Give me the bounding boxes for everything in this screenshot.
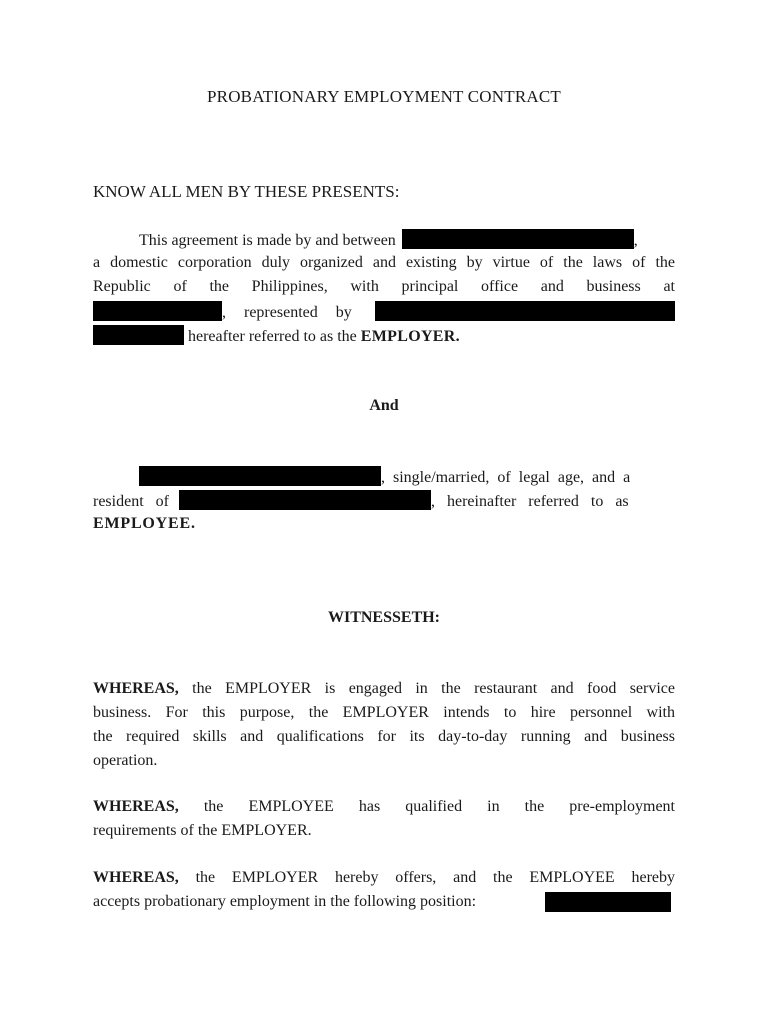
whereas3-line2-text: accepts probationary employment in the following position: xyxy=(93,893,477,910)
para2-line2 xyxy=(93,490,675,512)
redaction-representative xyxy=(375,301,675,321)
whereas2-line1-text: the EMPLOYEE has qualified in the pre-employment xyxy=(178,798,675,815)
para2-line1 xyxy=(139,466,675,488)
redaction-employee-address xyxy=(179,490,431,510)
para2-line2-text: resident of xyxy=(93,493,169,510)
whereas1-line2: business. For this purpose, the EMPLOYER intends to hire personnel with xyxy=(93,704,675,721)
whereas1-line1-text: the EMPLOYER is engaged in the restaurant and food service xyxy=(178,680,675,697)
para1-line1-comma: , xyxy=(633,232,638,249)
employee-label: EMPLOYEE. xyxy=(93,515,196,532)
whereas1-line4: operation. xyxy=(93,752,158,769)
witnesseth-heading: WITNESSETH: xyxy=(327,609,441,626)
para1-line1-text: This agreement is made by and between xyxy=(139,232,396,249)
redaction-office-address xyxy=(93,301,222,321)
para1-line1 xyxy=(139,229,675,251)
whereas2-line1 xyxy=(93,797,675,817)
opening-heading: KNOW ALL MEN BY THESE PRESENTS: xyxy=(93,182,400,201)
document-title: PROBATIONARY EMPLOYMENT CONTRACT xyxy=(207,87,561,106)
whereas3-bold: WHEREAS, xyxy=(93,869,179,886)
para1-line4 xyxy=(93,301,675,323)
para1-line5 xyxy=(93,325,675,347)
redaction-representative-title xyxy=(93,325,184,345)
whereas3-line1-text: the EMPLOYER hereby offers, and the EMPLOYEE hereby xyxy=(178,869,675,886)
whereas1-line3: the required skills and qualifications for its day-to-day running and business xyxy=(93,728,675,745)
redaction-employee-name xyxy=(139,466,381,486)
para1-line3: Republic of the Philippines, with principal office and business at xyxy=(93,278,675,295)
para1-line2: a domestic corporation duly organized and existing by virtue of the laws of the xyxy=(93,254,675,271)
whereas2-line2: requirements of the EMPLOYER. xyxy=(93,822,312,839)
whereas2-bold: WHEREAS, xyxy=(93,798,179,815)
para1-line5-text: hereafter referred to as the xyxy=(188,328,357,345)
and-label: And xyxy=(369,397,399,414)
redaction-employer-name xyxy=(402,229,634,249)
whereas1-line1 xyxy=(93,679,675,699)
para2-line2-tail: , hereinafter referred to as xyxy=(430,493,629,510)
redaction-position xyxy=(545,892,671,912)
whereas1-bold: WHEREAS, xyxy=(93,680,179,697)
para1-line4-text: , represented by xyxy=(222,304,352,321)
whereas3-line1 xyxy=(93,868,675,888)
para2-line1-text: , single/married, of legal age, and a xyxy=(381,469,631,486)
whereas3-line2 xyxy=(93,892,675,912)
employer-label: EMPLOYER. xyxy=(360,328,460,345)
